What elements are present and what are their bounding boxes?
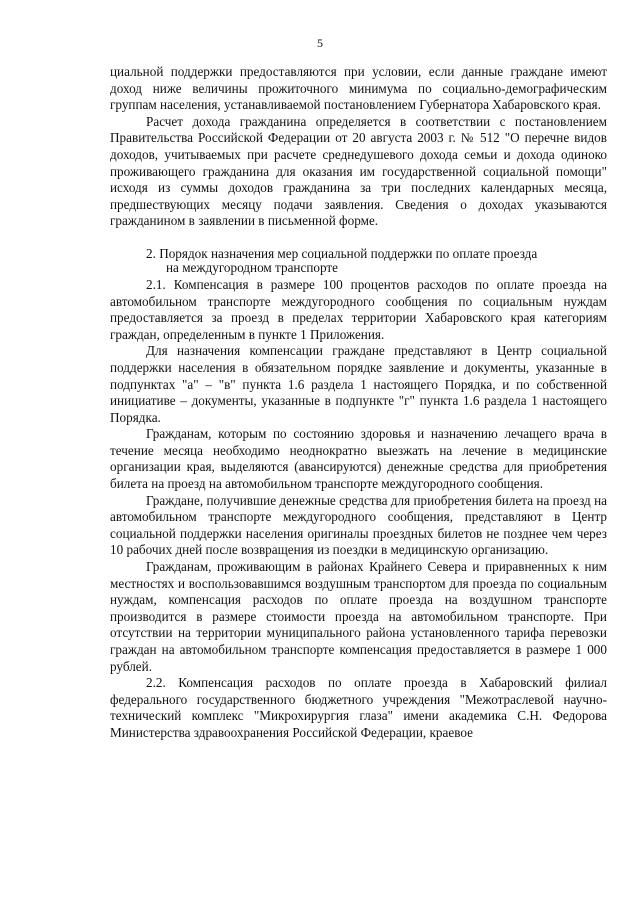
paragraph-far-north: Гражданам, проживающим в районах Крайнего Севера и приравненных к ним местностях и воспользовавшимся воздушным транспортом для проезда по социальным нуждам, компенсация расходов по оплате проезда на воздушном транспорте производится в размере стоимости проезда на автомобильном транспорте. При отсутствии на территории муниципального района установленного тарифа перевозки граждан на автомобильном транспорте компенсация предоставляется в размере 1 000 рублей. [110,559,607,674]
paragraph-continuation: циальной поддержки предоставляются при условии, если данные граждане имеют доход ниже величины прожиточного минимума по социально-демографическим группам населения, устанавливаемой постановлением Губернатора Хабаровского края. [110,64,607,113]
paragraph-income-calculation: Расчет дохода гражданина определяется в соответствии с постановлением Правительства Российской Федерации от 20 августа 2003 г. № 512 "О перечне видов доходов, учитываемых при расчете среднедушевого дохода семьи и дохода одиноко проживающего гражданина для оказания им государственной социальной помощи" исходя из суммы доходов гражданина за три последних календарных месяца, предшествующих месяцу подачи заявления. Сведения о доходах указываются гражданином в заявлении в письменной форме. [110,113,607,229]
paragraph-documents: Для назначения компенсации граждане представляют в Центр социальной поддержки населения в обязательном порядке заявление и документы, указанные в подпунктах "а" – "в" пункта 1.6 раздела 1 настоящего Порядка, и по собственной инициативе – документы, указанные в подпункте "г" пункта 1.6 раздела 1 настоящего Порядка. [110,343,607,425]
section-heading-line-1: 2. Порядок назначения мер социальной поддержки по оплате проезда [146,245,538,261]
document-body [110,64,607,742]
paragraph-2-2: 2.2. Компенсация расходов по оплате проезда в Хабаровский филиал федерального государственного бюджетного учреждения "Межотраслевой научно-технический комплекс "Микрохирургия глаза" имени академика С.Н. Федорова Министерства здравоохранения Российской Федерации, краевое [110,675,607,740]
paragraph-2-1: 2.1. Компенсация в размере 100 процентов расходов по оплате проезда на автомобильном транспорте междугородного сообщения по социальным нуждам предоставляется за проезд в пределах территории Хабаровского края категориям граждан, определенным в пункте 1 Приложения. [110,276,607,342]
section-heading-2 [110,247,607,276]
paragraph-tickets: Граждане, получившие денежные средства для приобретения билета на проезд на автомобильном транспорте междугородного сообщения, представляют в Центр социальной поддержки населения оригиналы проездных билетов не позднее чем через 10 рабочих дней после возвращения из поездки в медицинскую организацию. [110,492,607,558]
paragraph-advance-funds: Гражданам, которым по состоянию здоровья и назначению лечащего врача в течение месяца необходимо неоднократно выезжать на лечение в медицинские организации края, выделяются (авансируются) денежные средства для приобретения билета на проезд на автомобильном транспорте междугородного сообщения. [110,426,607,492]
section-heading-line-2: на междугородном транспорте [166,260,339,276]
page-number: 5 [317,36,323,50]
